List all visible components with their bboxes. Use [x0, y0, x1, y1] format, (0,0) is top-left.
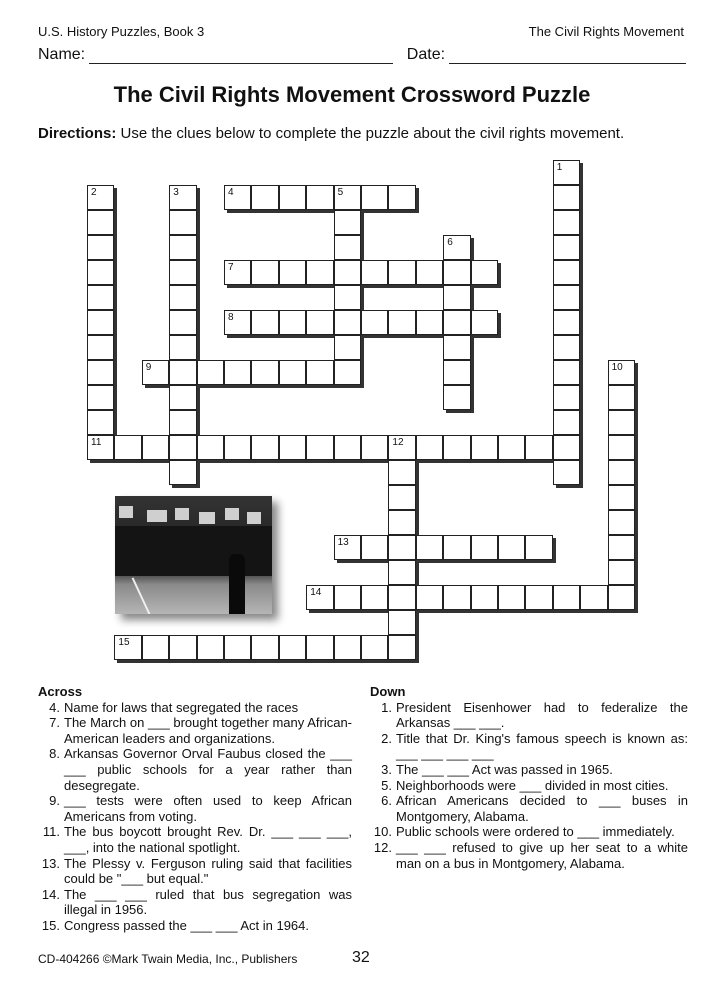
crossword-cell[interactable] [608, 560, 635, 585]
crossword-cell[interactable] [87, 435, 114, 460]
crossword-cell[interactable] [169, 185, 196, 210]
crossword-cell[interactable] [197, 435, 224, 460]
crossword-cell[interactable] [525, 435, 552, 460]
crossword-cell[interactable] [87, 235, 114, 260]
crossword-cell[interactable] [169, 260, 196, 285]
clue-num: 3. [381, 761, 392, 777]
crossword-cell[interactable] [361, 310, 388, 335]
clue-number: 14 [310, 587, 322, 598]
clue-number: 15 [118, 637, 130, 648]
across-clue [38, 715, 352, 746]
clue-number: 7 [228, 262, 234, 273]
crossword-cell[interactable] [388, 585, 415, 610]
crossword-cell[interactable] [443, 235, 470, 260]
across-heading: Across [38, 684, 83, 699]
crossword-cell[interactable] [553, 235, 580, 260]
crossword-cell[interactable] [334, 335, 361, 360]
header-book-title: U.S. History Puzzles, Book 3 [38, 24, 205, 39]
crossword-cell[interactable] [388, 485, 415, 510]
directions-text: Use the clues below to complete the puzzle about the civil rights movement. [116, 125, 625, 142]
clue-text: The ___ ___ Act was passed in 1965. [396, 761, 613, 777]
crossword-cell[interactable] [197, 360, 224, 385]
crossword-cell[interactable] [553, 310, 580, 335]
crossword-cell[interactable] [553, 385, 580, 410]
across-clue [38, 746, 352, 793]
crossword-cell[interactable] [553, 585, 580, 610]
crossword-cell[interactable] [334, 235, 361, 260]
crossword-cell[interactable] [388, 310, 415, 335]
crossword-cell[interactable] [279, 635, 306, 660]
clue-num: 7. [49, 715, 60, 731]
crossword-cell[interactable] [279, 260, 306, 285]
crossword-cell[interactable] [279, 185, 306, 210]
crossword-cell[interactable] [388, 560, 415, 585]
crossword-cell[interactable] [306, 585, 333, 610]
crossword-cell[interactable] [361, 185, 388, 210]
crossword-cell[interactable] [471, 260, 498, 285]
crossword-cell[interactable] [443, 535, 470, 560]
down-clue [370, 731, 688, 762]
crossword-cell[interactable] [87, 285, 114, 310]
crossword-cell[interactable] [306, 360, 333, 385]
crossword-cell[interactable] [553, 410, 580, 435]
crossword-cell[interactable] [608, 360, 635, 385]
crossword-cell[interactable] [498, 435, 525, 460]
crossword-cell[interactable] [251, 435, 278, 460]
crossword-cell[interactable] [334, 585, 361, 610]
crossword-cell[interactable] [224, 435, 251, 460]
crossword-cell[interactable] [388, 460, 415, 485]
date-label: Date: [406, 46, 446, 63]
crossword-cell[interactable] [443, 360, 470, 385]
crossword-cell[interactable] [553, 185, 580, 210]
crossword-cell[interactable] [443, 585, 470, 610]
down-clue [370, 824, 688, 840]
page-number: 32 [352, 949, 370, 966]
crossword-cell[interactable] [334, 310, 361, 335]
crossword-cell[interactable] [553, 435, 580, 460]
crossword-cell[interactable] [279, 310, 306, 335]
crossword-cell[interactable] [87, 185, 114, 210]
crossword-cell[interactable] [608, 435, 635, 460]
crossword-cell[interactable] [471, 585, 498, 610]
clue-number: 5 [337, 187, 344, 198]
crossword-cell[interactable] [87, 210, 114, 235]
crossword-cell[interactable] [169, 385, 196, 410]
crossword-cell[interactable] [306, 185, 333, 210]
clue-text: ___ tests were often used to keep African Americans from voting. [64, 793, 352, 824]
clue-number: 11 [91, 437, 102, 448]
crossword-cell[interactable] [388, 435, 415, 460]
crossword-cell[interactable] [114, 635, 141, 660]
crossword-cell[interactable] [224, 185, 251, 210]
crossword-cell[interactable] [608, 385, 635, 410]
crossword-cell[interactable] [251, 260, 278, 285]
crossword-cell[interactable] [87, 360, 114, 385]
crossword-cell[interactable] [498, 535, 525, 560]
clue-text: President Eisenhower had to federalize the Arkansas ___ ___. [396, 699, 688, 731]
across-clues [38, 684, 352, 934]
crossword-cell[interactable] [87, 335, 114, 360]
clue-num: 14. [41, 886, 60, 902]
clue-num: 2. [381, 730, 392, 746]
crossword-cell[interactable] [224, 310, 251, 335]
crossword-cell[interactable] [471, 535, 498, 560]
crossword-cell[interactable] [114, 435, 141, 460]
crossword-cell[interactable] [388, 185, 415, 210]
crossword-cell[interactable] [388, 510, 415, 535]
clue-number: 8 [228, 312, 234, 323]
crossword-cell[interactable] [197, 635, 224, 660]
crossword-cell[interactable] [471, 435, 498, 460]
crossword-cell[interactable] [142, 635, 169, 660]
across-clue [38, 918, 352, 934]
down-clue [370, 840, 688, 871]
crossword-cell[interactable] [388, 535, 415, 560]
crossword-cell[interactable] [251, 185, 278, 210]
crossword-cell[interactable] [361, 635, 388, 660]
crossword-cell[interactable] [608, 410, 635, 435]
crossword-cell[interactable] [608, 585, 635, 610]
crossword-cell[interactable] [142, 435, 169, 460]
clue-number: 2 [91, 187, 97, 198]
clue-number: 13 [337, 537, 349, 548]
crossword-cell[interactable] [361, 535, 388, 560]
crossword-cell[interactable] [443, 335, 470, 360]
crossword-cell[interactable] [87, 260, 114, 285]
down-clue [370, 762, 688, 778]
across-clue [38, 887, 352, 918]
down-clues [370, 684, 688, 871]
crossword-cell[interactable] [443, 260, 470, 285]
clue-num: 12. [373, 839, 392, 855]
clue-num: 13. [41, 855, 60, 871]
crossword-cell[interactable] [334, 210, 361, 235]
crossword-cell[interactable] [553, 285, 580, 310]
clue-num: 6. [381, 793, 392, 809]
crossword-cell[interactable] [334, 360, 361, 385]
crossword-cell[interactable] [169, 410, 196, 435]
crossword-cell[interactable] [361, 585, 388, 610]
down-clue [370, 778, 688, 794]
across-clue [38, 856, 352, 887]
crossword-cell[interactable] [388, 610, 415, 635]
crossword-cell[interactable] [251, 635, 278, 660]
crossword-cell[interactable] [608, 460, 635, 485]
clue-num: 4. [49, 699, 60, 715]
crossword-cell[interactable] [471, 310, 498, 335]
crossword-cell[interactable] [306, 435, 333, 460]
crossword-cell[interactable] [416, 310, 443, 335]
crossword-cell[interactable] [334, 185, 361, 210]
across-clue [38, 793, 352, 824]
crossword-cell[interactable] [169, 360, 196, 385]
down-heading: Down [370, 684, 406, 699]
crossword-cell[interactable] [334, 635, 361, 660]
crossword-cell[interactable] [608, 510, 635, 535]
clue-num: 10. [373, 824, 392, 840]
clue-number: 1 [556, 162, 563, 173]
clue-number: 10 [611, 362, 623, 373]
civil-rights-march-photo [115, 496, 272, 614]
clue-text: ___ ___ refused to give up her seat to a white man on a bus in Montgomery, Alabama. [396, 839, 688, 871]
crossword-cell[interactable] [443, 435, 470, 460]
crossword-cell[interactable] [306, 260, 333, 285]
crossword-cell[interactable] [142, 360, 169, 385]
crossword-cell[interactable] [334, 435, 361, 460]
crossword-cell[interactable] [443, 385, 470, 410]
crossword-cell[interactable] [169, 335, 196, 360]
clue-num: 8. [49, 746, 60, 762]
crossword-cell[interactable] [443, 285, 470, 310]
clue-number: 4 [228, 187, 234, 198]
crossword-cell[interactable] [553, 460, 580, 485]
clue-text: Congress passed the ___ ___ Act in 1964. [64, 917, 310, 933]
clue-text: Public schools were ordered to ___ immediately. [396, 824, 675, 840]
clue-text: Arkansas Governor Orval Faubus closed the ___ ___ public schools for a year rather than desegregate. [64, 746, 352, 793]
crossword-cell[interactable] [416, 585, 443, 610]
crossword-cell[interactable] [334, 260, 361, 285]
crossword-cell[interactable] [361, 260, 388, 285]
clue-text: The ___ ___ ruled that bus segregation was illegal in 1956. [64, 886, 352, 918]
crossword-cell[interactable] [443, 310, 470, 335]
down-clue [370, 793, 688, 824]
crossword-cell[interactable] [251, 310, 278, 335]
clue-num: 15. [41, 917, 60, 933]
name-label: Name: [38, 46, 86, 63]
crossword-cell[interactable] [169, 635, 196, 660]
crossword-cell[interactable] [169, 435, 196, 460]
clue-number: 3 [173, 187, 179, 198]
crossword-cell[interactable] [169, 310, 196, 335]
footer-publisher: CD-404266 ©Mark Twain Media, Inc., Publishers [38, 952, 298, 966]
clue-text: Title that Dr. King's famous speech is known as: ___ ___ ___ ___ [396, 730, 688, 762]
clue-number: 9 [145, 362, 152, 373]
crossword-cell[interactable] [553, 260, 580, 285]
crossword-cell[interactable] [553, 335, 580, 360]
crossword-cell[interactable] [224, 360, 251, 385]
clue-text: African Americans decided to ___ buses in Montgomery, Alabama. [396, 793, 688, 824]
crossword-cell[interactable] [416, 260, 443, 285]
crossword-cell[interactable] [87, 310, 114, 335]
crossword-cell[interactable] [251, 360, 278, 385]
clue-text: The bus boycott brought Rev. Dr. ___ ___ ___, ___, into the national spotlight. [64, 824, 352, 855]
header-unit-title: The Civil Rights Movement [528, 24, 684, 39]
crossword-cell[interactable] [306, 310, 333, 335]
crossword-cell[interactable] [279, 360, 306, 385]
clue-number: 12 [392, 437, 404, 448]
crossword-cell[interactable] [224, 635, 251, 660]
clue-text: Name for laws that segregated the races [64, 699, 299, 715]
clue-num: 1. [381, 699, 392, 715]
crossword-cell[interactable] [553, 360, 580, 385]
crossword-cell[interactable] [580, 585, 607, 610]
across-clue [38, 824, 352, 855]
crossword-cell[interactable] [169, 210, 196, 235]
crossword-cell[interactable] [361, 435, 388, 460]
crossword-cell[interactable] [169, 235, 196, 260]
clue-text: The March on ___ brought together many African-American leaders and organizations. [64, 715, 352, 746]
crossword-cell[interactable] [87, 385, 114, 410]
crossword-cell[interactable] [334, 285, 361, 310]
clue-num: 5. [381, 777, 392, 793]
crossword-cell[interactable] [608, 485, 635, 510]
crossword-cell[interactable] [224, 260, 251, 285]
crossword-cell[interactable] [525, 535, 552, 560]
crossword-cell[interactable] [388, 260, 415, 285]
crossword-cell[interactable] [416, 435, 443, 460]
crossword-cell[interactable] [388, 635, 415, 660]
crossword-cell[interactable] [416, 535, 443, 560]
crossword-cell[interactable] [279, 435, 306, 460]
across-clue [38, 700, 352, 716]
crossword-cell[interactable] [553, 210, 580, 235]
crossword-cell[interactable] [498, 585, 525, 610]
clue-text: Neighborhoods were ___ divided in most cities. [396, 777, 669, 793]
clue-text: The Plessy v. Ferguson ruling said that facilities could be "___ but equal." [64, 855, 352, 887]
crossword-cell[interactable] [87, 410, 114, 435]
crossword-cell[interactable] [334, 535, 361, 560]
clue-number: 6 [447, 237, 453, 248]
crossword-cell[interactable] [608, 535, 635, 560]
clue-num: 11. [42, 824, 60, 840]
crossword-cell[interactable] [169, 460, 196, 485]
clue-num: 9. [49, 793, 60, 809]
page-title: The Civil Rights Movement Crossword Puzzle [113, 82, 591, 107]
crossword-cell[interactable] [553, 160, 580, 185]
crossword-cell[interactable] [306, 635, 333, 660]
crossword-cell[interactable] [169, 285, 196, 310]
crossword-cell[interactable] [525, 585, 552, 610]
directions-label: Directions: [38, 125, 117, 142]
down-clue [370, 700, 688, 731]
